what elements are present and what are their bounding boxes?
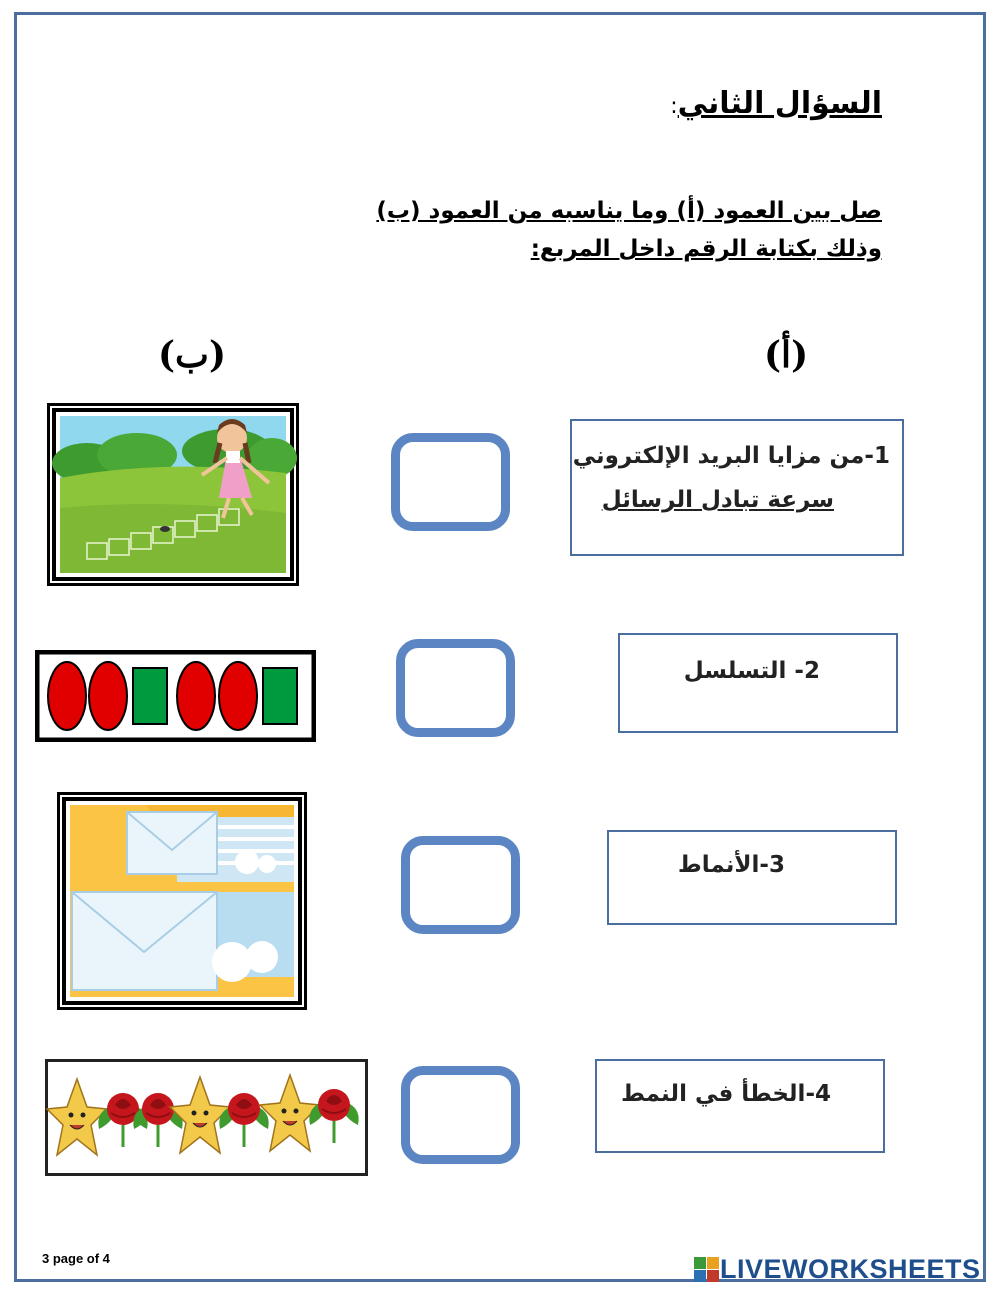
liveworksheets-logo bbox=[694, 1254, 981, 1285]
answer-box-3[interactable] bbox=[401, 836, 520, 934]
item-4-box bbox=[595, 1059, 885, 1153]
page-number: 3 page of 4 bbox=[42, 1251, 110, 1266]
question-title-colon: : bbox=[670, 94, 678, 119]
column-b-heading: (ب) bbox=[158, 334, 226, 376]
instructions-line-1: صل بين العمود (أ) وما يناسبه من العمود (ب) bbox=[376, 198, 882, 224]
question-title-text: السؤال الثاني bbox=[677, 86, 882, 121]
red-green-pattern-picture bbox=[35, 650, 316, 742]
stars-roses-pattern-picture bbox=[45, 1059, 368, 1176]
item-2-box bbox=[618, 633, 898, 733]
question-title bbox=[670, 86, 882, 121]
answer-box-2[interactable] bbox=[396, 639, 515, 737]
item-3-label: 3-الأنماط bbox=[677, 852, 785, 878]
item-3-box bbox=[607, 830, 897, 925]
item-1-line-1: 1-من مزايا البريد الإلكتروني bbox=[572, 443, 890, 469]
answer-box-4[interactable] bbox=[401, 1066, 520, 1164]
instructions-line-2: وذلك بكتابة الرقم داخل المربع: bbox=[530, 236, 882, 262]
instructions bbox=[362, 192, 882, 268]
girl-hopscotch-picture bbox=[47, 403, 299, 586]
item-2-label: 2- التسلسل bbox=[683, 658, 820, 684]
brand-text: LIVEWORKSHEETS bbox=[720, 1254, 981, 1284]
item-1-box bbox=[570, 419, 904, 556]
item-1-line-2: سرعة تبادل الرسائل bbox=[601, 487, 834, 513]
liveworksheets-icon bbox=[694, 1257, 720, 1283]
answer-box-1[interactable] bbox=[391, 433, 510, 531]
envelopes-picture bbox=[57, 792, 307, 1010]
column-a-heading: (أ) bbox=[764, 334, 809, 376]
item-4-label: 4-الخطأ في النمط bbox=[621, 1081, 831, 1107]
